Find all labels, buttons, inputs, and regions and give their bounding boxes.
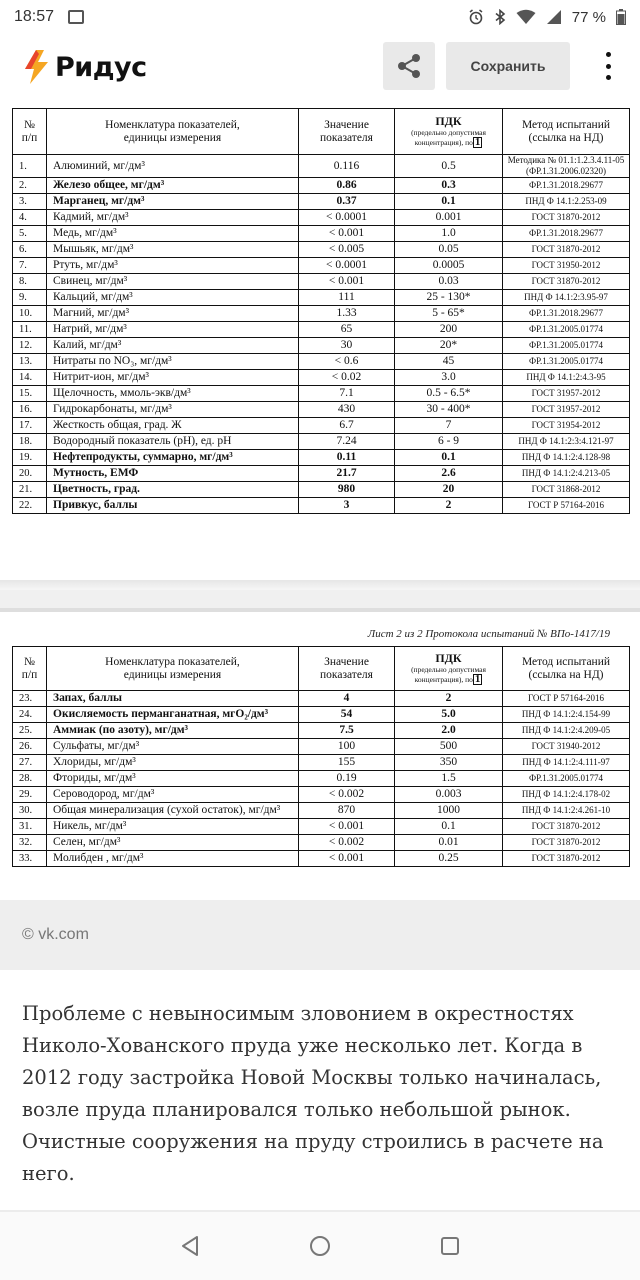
table-body-2 xyxy=(13,691,630,867)
logo-text: Ридус xyxy=(55,51,147,83)
table-row xyxy=(13,258,630,274)
test-method: ФР.1.31.2005.01774 xyxy=(503,354,630,370)
indicator-name: Аммиак (по азоту), мг/дм³ xyxy=(47,723,299,739)
table-row xyxy=(13,466,630,482)
indicator-name: Мышьяк, мг/дм³ xyxy=(47,242,299,258)
indicator-name: Сульфаты, мг/дм³ xyxy=(47,739,299,755)
pdk-value: 2 xyxy=(395,498,503,514)
table-row xyxy=(13,787,630,803)
pdk-value: 0.05 xyxy=(395,242,503,258)
indicator-name: Жесткость общая, град. Ж xyxy=(47,418,299,434)
wifi-icon xyxy=(516,9,536,25)
test-method: ГОСТ 31957-2012 xyxy=(503,386,630,402)
test-method: ГОСТ 31954-2012 xyxy=(503,418,630,434)
back-button[interactable] xyxy=(170,1226,210,1266)
test-method: ПНД Ф 14.1:2:4.154-99 xyxy=(503,707,630,723)
indicator-value: < 0.6 xyxy=(299,354,395,370)
table-row xyxy=(13,322,630,338)
more-vert-icon[interactable] xyxy=(598,48,618,84)
lightning-logo-icon xyxy=(22,49,52,85)
row-number: 33. xyxy=(13,851,47,867)
test-method: ФР.1.31.2005.01774 xyxy=(503,322,630,338)
table-row xyxy=(13,434,630,450)
indicator-value: 7.1 xyxy=(299,386,395,402)
table-row xyxy=(13,178,630,194)
battery-percent: 77 % xyxy=(571,8,606,26)
header-pdk: ПДК (предельно допустимая концентрация), по 1 xyxy=(395,647,503,691)
results-table-2 xyxy=(12,646,630,867)
row-number: 24. xyxy=(13,707,47,723)
back-icon xyxy=(179,1234,201,1258)
protocol-sheet-1 xyxy=(0,100,640,580)
row-number: 4. xyxy=(13,210,47,226)
table-row xyxy=(13,274,630,290)
test-method: ГОСТ Р 57164-2016 xyxy=(503,691,630,707)
table-row xyxy=(13,482,630,498)
indicator-value: 4 xyxy=(299,691,395,707)
header-name: Номенклатура показателей, единицы измерения xyxy=(47,109,299,155)
ridus-logo[interactable] xyxy=(22,49,147,85)
indicator-value: 30 xyxy=(299,338,395,354)
pdk-value: 1.5 xyxy=(395,771,503,787)
indicator-name: Молибден , мг/дм³ xyxy=(47,851,299,867)
header-method: Метод испытаний (ссылка на НД) xyxy=(503,109,630,155)
table-header-row xyxy=(13,647,630,691)
row-number: 9. xyxy=(13,290,47,306)
table-body-1 xyxy=(13,155,630,514)
indicator-name: Мутность, ЕМФ xyxy=(47,466,299,482)
test-method: ГОСТ 31870-2012 xyxy=(503,210,630,226)
pdk-value: 0.5 xyxy=(395,155,503,178)
row-number: 16. xyxy=(13,402,47,418)
test-method: ГОСТ Р 57164-2016 xyxy=(503,498,630,514)
indicator-value: < 0.0001 xyxy=(299,210,395,226)
indicator-name: Алюминий, мг/дм³ xyxy=(47,155,299,178)
indicator-name: Кальций, мг/дм³ xyxy=(47,290,299,306)
row-number: 10. xyxy=(13,306,47,322)
row-number: 14. xyxy=(13,370,47,386)
save-button[interactable]: Сохранить xyxy=(446,42,570,90)
row-number: 7. xyxy=(13,258,47,274)
protocol-sheet-2 xyxy=(0,612,640,900)
indicator-value: < 0.002 xyxy=(299,835,395,851)
indicator-value: < 0.0001 xyxy=(299,258,395,274)
test-method: ГОСТ 31950-2012 xyxy=(503,258,630,274)
pdk-value: 45 xyxy=(395,354,503,370)
image-notification-icon xyxy=(68,10,84,24)
pdk-value: 0.3 xyxy=(395,178,503,194)
row-number: 29. xyxy=(13,787,47,803)
test-method: ГОСТ 31870-2012 xyxy=(503,851,630,867)
pdk-value: 6 - 9 xyxy=(395,434,503,450)
indicator-value: 0.116 xyxy=(299,155,395,178)
signal-icon xyxy=(546,9,562,25)
indicator-value: < 0.001 xyxy=(299,274,395,290)
app-bar xyxy=(0,34,640,100)
test-method: ПНД Ф 14.1:2:3.95-97 xyxy=(503,290,630,306)
table-row xyxy=(13,418,630,434)
pdk-value: 30 - 400* xyxy=(395,402,503,418)
header-num: № п/п xyxy=(13,647,47,691)
pdk-value: 0.25 xyxy=(395,851,503,867)
row-number: 19. xyxy=(13,450,47,466)
test-method: ПНД Ф 14.1:2:4.111-97 xyxy=(503,755,630,771)
table-row xyxy=(13,210,630,226)
test-method: ПНД Ф 14.1:2:4.178-02 xyxy=(503,787,630,803)
pdk-value: 0.1 xyxy=(395,819,503,835)
indicator-name: Гидрокарбонаты, мг/дм³ xyxy=(47,402,299,418)
test-method: ПНД Ф 14.1:2:4.209-05 xyxy=(503,723,630,739)
indicator-name: Нитраты по NO₃, мг/дм³ xyxy=(47,354,299,370)
indicator-name: Общая минерализация (сухой остаток), мг/дм³ xyxy=(47,803,299,819)
row-number: 2. xyxy=(13,178,47,194)
pdk-value: 20 xyxy=(395,482,503,498)
table-row xyxy=(13,819,630,835)
test-method: ФР.1.31.2005.01774 xyxy=(503,338,630,354)
row-number: 31. xyxy=(13,819,47,835)
indicator-value: 111 xyxy=(299,290,395,306)
indicator-name: Селен, мг/дм³ xyxy=(47,835,299,851)
pdk-value: 0.5 - 6.5* xyxy=(395,386,503,402)
article-image xyxy=(0,100,640,900)
indicator-value: 3 xyxy=(299,498,395,514)
indicator-value: 100 xyxy=(299,739,395,755)
table-row xyxy=(13,402,630,418)
test-method: ПНД Ф 14.1:2:3:4.121-97 xyxy=(503,434,630,450)
test-method: ПНД Ф 14.1:2:4.128-98 xyxy=(503,450,630,466)
table-row xyxy=(13,835,630,851)
results-table-1 xyxy=(12,108,630,514)
indicator-name: Сероводород, мг/дм³ xyxy=(47,787,299,803)
pdk-value: 0.0005 xyxy=(395,258,503,274)
indicator-name: Натрий, мг/дм³ xyxy=(47,322,299,338)
pdk-value: 0.1 xyxy=(395,194,503,210)
pdk-value: 2.6 xyxy=(395,466,503,482)
table-row xyxy=(13,723,630,739)
header-pdk: ПДК (предельно допустимая концентрация), по 1 xyxy=(395,109,503,155)
row-number: 12. xyxy=(13,338,47,354)
pdk-value: 1000 xyxy=(395,803,503,819)
indicator-value: < 0.001 xyxy=(299,851,395,867)
indicator-value: 0.19 xyxy=(299,771,395,787)
battery-icon xyxy=(616,9,626,25)
row-number: 32. xyxy=(13,835,47,851)
row-number: 18. xyxy=(13,434,47,450)
row-number: 11. xyxy=(13,322,47,338)
indicator-name: Нефтепродукты, суммарно, мг/дм³ xyxy=(47,450,299,466)
pdk-value: 0.03 xyxy=(395,274,503,290)
indicator-name: Привкус, баллы xyxy=(47,498,299,514)
pdk-value: 20* xyxy=(395,338,503,354)
table-row xyxy=(13,691,630,707)
table-row xyxy=(13,338,630,354)
table-row xyxy=(13,306,630,322)
test-method: ПНД Ф 14.1:2.253-09 xyxy=(503,194,630,210)
bluetooth-icon xyxy=(494,9,506,25)
indicator-value: < 0.002 xyxy=(299,787,395,803)
indicator-name: Нитрит-ион, мг/дм³ xyxy=(47,370,299,386)
pdk-value: 0.001 xyxy=(395,210,503,226)
row-number: 30. xyxy=(13,803,47,819)
home-icon xyxy=(308,1234,332,1258)
test-method: ПНД Ф 14.1:2:4.261-10 xyxy=(503,803,630,819)
indicator-name: Щелочность, ммоль-экв/дм³ xyxy=(47,386,299,402)
header-num: № п/п xyxy=(13,109,47,155)
table-row xyxy=(13,386,630,402)
recents-icon xyxy=(439,1235,461,1257)
indicator-name: Водородный показатель (pH), ед. pH xyxy=(47,434,299,450)
table-row xyxy=(13,242,630,258)
indicator-name: Калий, мг/дм³ xyxy=(47,338,299,354)
test-method: ГОСТ 31940-2012 xyxy=(503,739,630,755)
row-number: 17. xyxy=(13,418,47,434)
indicator-name: Магний, мг/дм³ xyxy=(47,306,299,322)
row-number: 25. xyxy=(13,723,47,739)
table-row xyxy=(13,739,630,755)
table-row xyxy=(13,155,630,178)
table-row xyxy=(13,194,630,210)
row-number: 23. xyxy=(13,691,47,707)
test-method: ПНД Ф 14.1:2:4.3-95 xyxy=(503,370,630,386)
pdk-value: 5.0 xyxy=(395,707,503,723)
pdk-value: 200 xyxy=(395,322,503,338)
test-method: ГОСТ 31870-2012 xyxy=(503,819,630,835)
test-method: ГОСТ 31870-2012 xyxy=(503,274,630,290)
row-number: 1. xyxy=(13,155,47,178)
home-button[interactable] xyxy=(300,1226,340,1266)
row-number: 22. xyxy=(13,498,47,514)
indicator-value: 1.33 xyxy=(299,306,395,322)
indicator-value: 870 xyxy=(299,803,395,819)
test-method: ФР.1.31.2005.01774 xyxy=(503,771,630,787)
indicator-value: 0.86 xyxy=(299,178,395,194)
pdk-value: 2 xyxy=(395,691,503,707)
pdk-value: 0.003 xyxy=(395,787,503,803)
indicator-name: Медь, мг/дм³ xyxy=(47,226,299,242)
row-number: 5. xyxy=(13,226,47,242)
test-method: ФР.1.31.2018.29677 xyxy=(503,226,630,242)
pdk-value: 25 - 130* xyxy=(395,290,503,306)
header-value: Значение показателя xyxy=(299,647,395,691)
table-row xyxy=(13,851,630,867)
header-name: Номенклатура показателей, единицы измерения xyxy=(47,647,299,691)
row-number: 3. xyxy=(13,194,47,210)
indicator-value: 54 xyxy=(299,707,395,723)
row-number: 13. xyxy=(13,354,47,370)
alarm-icon xyxy=(468,9,484,25)
image-credit: © vk.com xyxy=(0,900,640,970)
table-row xyxy=(13,450,630,466)
row-number: 21. xyxy=(13,482,47,498)
header-value: Значение показателя xyxy=(299,109,395,155)
indicator-name: Железо общее, мг/дм³ xyxy=(47,178,299,194)
indicator-name: Фториды, мг/дм³ xyxy=(47,771,299,787)
indicator-name: Никель, мг/дм³ xyxy=(47,819,299,835)
pdk-value: 0.01 xyxy=(395,835,503,851)
indicator-value: < 0.001 xyxy=(299,226,395,242)
indicator-name: Окисляемость перманганатная, мгО₂/дм³ xyxy=(47,707,299,723)
indicator-name: Свинец, мг/дм³ xyxy=(47,274,299,290)
pdk-value: 350 xyxy=(395,755,503,771)
row-number: 26. xyxy=(13,739,47,755)
indicator-value: < 0.001 xyxy=(299,819,395,835)
row-number: 28. xyxy=(13,771,47,787)
indicator-value: 21.7 xyxy=(299,466,395,482)
indicator-name: Цветность, град. xyxy=(47,482,299,498)
recents-button[interactable] xyxy=(430,1226,470,1266)
table-row xyxy=(13,370,630,386)
indicator-value: < 0.005 xyxy=(299,242,395,258)
status-icons xyxy=(468,9,626,26)
row-number: 8. xyxy=(13,274,47,290)
status-time: 18:57 xyxy=(14,8,55,25)
indicator-value: 0.11 xyxy=(299,450,395,466)
test-method: ГОСТ 31868-2012 xyxy=(503,482,630,498)
test-method: ФР.1.31.2018.29677 xyxy=(503,178,630,194)
sheet-separator xyxy=(0,580,640,612)
indicator-value: 7.24 xyxy=(299,434,395,450)
pdk-value: 3.0 xyxy=(395,370,503,386)
test-method: ГОСТ 31870-2012 xyxy=(503,835,630,851)
indicator-value: 0.37 xyxy=(299,194,395,210)
indicator-value: 155 xyxy=(299,755,395,771)
row-number: 27. xyxy=(13,755,47,771)
indicator-value: 7.5 xyxy=(299,723,395,739)
system-nav-bar xyxy=(0,1212,640,1280)
indicator-value: 980 xyxy=(299,482,395,498)
indicator-value: 65 xyxy=(299,322,395,338)
pdk-value: 1.0 xyxy=(395,226,503,242)
indicator-name: Ртуть, мг/дм³ xyxy=(47,258,299,274)
table-row xyxy=(13,354,630,370)
article-paragraph: Проблеме с невыносимым зловонием в окрестностях Николо-Хованского пруда уже несколько лет. Когда в 2012 году застройка Новой Москвы только начиналась, возле пруда планировался только небольшой рынок. Очистные сооружения на пруду строились в расчете на него. xyxy=(22,1002,604,1185)
sheet-note: Лист 2 из 2 Протокола испытаний № ВПо-1417/19 xyxy=(367,628,610,640)
pdk-value: 5 - 65* xyxy=(395,306,503,322)
test-method: ГОСТ 31957-2012 xyxy=(503,402,630,418)
table-row xyxy=(13,803,630,819)
header-method: Метод испытаний (ссылка на НД) xyxy=(503,647,630,691)
pdk-value: 500 xyxy=(395,739,503,755)
pdk-value: 0.1 xyxy=(395,450,503,466)
test-method: Методика № 01.1:1.2.3.4.11-05 (ФР.1.31.2006.02320) xyxy=(503,155,630,178)
share-button[interactable] xyxy=(383,42,435,90)
table-row xyxy=(13,226,630,242)
indicator-value: 430 xyxy=(299,402,395,418)
row-number: 6. xyxy=(13,242,47,258)
share-icon xyxy=(396,53,422,79)
indicator-value: < 0.02 xyxy=(299,370,395,386)
indicator-name: Запах, баллы xyxy=(47,691,299,707)
table-row xyxy=(13,771,630,787)
table-header-row xyxy=(13,109,630,155)
test-method: ФР.1.31.2018.29677 xyxy=(503,306,630,322)
table-row xyxy=(13,290,630,306)
indicator-name: Хлориды, мг/дм³ xyxy=(47,755,299,771)
table-row xyxy=(13,498,630,514)
pdk-value: 2.0 xyxy=(395,723,503,739)
indicator-name: Марганец, мг/дм³ xyxy=(47,194,299,210)
indicator-name: Кадмий, мг/дм³ xyxy=(47,210,299,226)
table-row xyxy=(13,755,630,771)
row-number: 20. xyxy=(13,466,47,482)
indicator-value: 6.7 xyxy=(299,418,395,434)
pdk-value: 7 xyxy=(395,418,503,434)
status-bar xyxy=(0,0,640,34)
test-method: ГОСТ 31870-2012 xyxy=(503,242,630,258)
row-number: 15. xyxy=(13,386,47,402)
test-method: ПНД Ф 14.1:2:4.213-05 xyxy=(503,466,630,482)
table-row xyxy=(13,707,630,723)
